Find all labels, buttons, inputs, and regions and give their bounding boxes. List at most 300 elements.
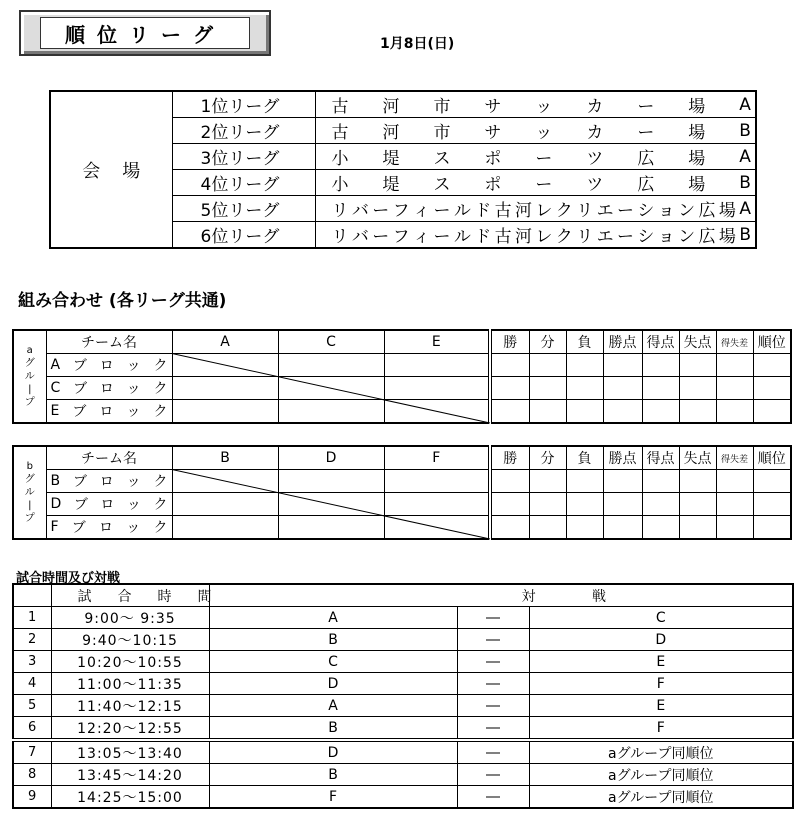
team-name-cell	[46, 377, 172, 400]
result-cell	[384, 493, 490, 516]
stat-cell	[529, 493, 566, 516]
team-name-header: チーム名	[46, 446, 172, 470]
group-label-char: |	[28, 500, 32, 511]
team-name-cell	[46, 400, 172, 424]
league-name: 3位リーグ	[172, 144, 315, 170]
team-row	[13, 377, 791, 400]
venue-char: エ	[596, 201, 614, 221]
match-header-left: 対	[521, 588, 536, 605]
opponent-column-header: A	[172, 330, 278, 354]
venue-char: 広	[637, 175, 655, 195]
venue-char: ン	[678, 227, 696, 247]
team-char: ク	[153, 497, 168, 513]
stat-cell	[529, 470, 566, 493]
team-char: C	[50, 380, 61, 396]
venue-char: 小	[331, 175, 349, 195]
result-cell	[172, 400, 278, 424]
venue-char: ス	[433, 149, 451, 169]
team-name-header: チーム名	[46, 330, 172, 354]
venue-location-cell	[315, 144, 756, 170]
stat-header: 得失差	[716, 446, 753, 470]
team-name	[51, 494, 172, 514]
stat-cell	[642, 493, 679, 516]
venue-char: サ	[484, 123, 502, 143]
result-cell	[172, 354, 278, 377]
stat-cell	[566, 470, 603, 493]
match-home: D	[209, 673, 457, 695]
match-header-inner	[210, 586, 793, 606]
stat-header: 勝	[490, 446, 529, 470]
stat-cell	[603, 516, 642, 540]
stat-cell	[716, 400, 753, 424]
venue-char: 場	[718, 227, 736, 247]
venue-location-cell	[315, 91, 756, 118]
match-number: 7	[13, 740, 51, 764]
venue-char: ョ	[657, 227, 675, 247]
league-name: 5位リーグ	[172, 196, 315, 222]
venue-row	[50, 91, 756, 118]
stat-cell	[679, 400, 716, 424]
venue-char: ッ	[535, 123, 553, 143]
stat-cell	[490, 377, 529, 400]
team-char: ブ	[71, 520, 86, 536]
stat-cell	[490, 400, 529, 424]
stat-cell	[753, 470, 791, 493]
stat-cell	[642, 354, 679, 377]
venue-char: バ	[351, 227, 369, 247]
team-row	[13, 470, 791, 493]
venue-location	[332, 170, 752, 195]
match-number: 8	[13, 764, 51, 786]
match-number: 9	[13, 786, 51, 809]
venue-char: B	[739, 224, 751, 245]
stat-cell	[490, 354, 529, 377]
league-name: 1位リーグ	[172, 91, 315, 118]
stat-cell	[679, 516, 716, 540]
match-away: F	[529, 673, 793, 695]
team-char: ブ	[72, 358, 87, 374]
venue-char: ド	[474, 201, 492, 221]
match-home: A	[209, 607, 457, 629]
team-char: ッ	[126, 381, 141, 397]
team-char: D	[50, 496, 62, 512]
stat-header: 分	[529, 446, 566, 470]
venue-char: 古	[494, 227, 512, 247]
result-cell	[172, 470, 278, 493]
venue-char: ッ	[535, 97, 553, 117]
team-name	[51, 471, 172, 491]
team-char: ク	[153, 358, 168, 374]
venue-char: サ	[484, 97, 502, 117]
match-home: B	[209, 717, 457, 741]
venue-location-cell	[315, 222, 756, 249]
team-name	[51, 378, 172, 398]
match-row	[13, 629, 793, 651]
match-row	[13, 651, 793, 673]
venue-char: ー	[637, 97, 655, 117]
stat-cell	[679, 354, 716, 377]
team-char: ッ	[126, 404, 141, 420]
team-char: ク	[153, 520, 168, 536]
stat-cell	[716, 377, 753, 400]
team-char: B	[50, 473, 61, 489]
group-label	[13, 446, 46, 539]
result-cell	[278, 354, 384, 377]
stat-cell	[566, 354, 603, 377]
league-name: 4位リーグ	[172, 170, 315, 196]
team-char: A	[50, 357, 61, 373]
venue-char: ツ	[586, 149, 604, 169]
stat-cell	[566, 377, 603, 400]
stat-cell	[490, 470, 529, 493]
venue-location	[332, 222, 752, 247]
venue-char: リ	[576, 227, 594, 247]
group-label-char: ル	[24, 371, 35, 382]
team-char: ブ	[72, 404, 87, 420]
stat-cell	[642, 470, 679, 493]
event-date: 1月8日(日)	[380, 36, 455, 52]
venue-char: A	[739, 94, 751, 115]
venue-char: 小	[331, 149, 349, 169]
match-row	[13, 764, 793, 786]
result-cell	[278, 377, 384, 400]
result-cell	[384, 470, 490, 493]
venue-char: ド	[474, 227, 492, 247]
match-home: A	[209, 695, 457, 717]
venue-char: ル	[453, 227, 471, 247]
group-label-char: グ	[24, 474, 35, 485]
venue-location	[332, 196, 752, 221]
schedule-heading: 試合時間及び対戦	[16, 571, 121, 586]
group-label-char: a	[26, 345, 33, 356]
venue-location-cell	[315, 118, 756, 144]
match-row	[13, 673, 793, 695]
stat-header: 勝	[490, 330, 529, 354]
team-char: ク	[153, 474, 168, 490]
venue-location	[332, 144, 752, 169]
stat-cell	[566, 516, 603, 540]
venue-char: 河	[515, 201, 533, 221]
stat-cell	[716, 470, 753, 493]
team-name-cell	[46, 516, 172, 540]
venue-char: ィ	[413, 227, 431, 247]
stat-cell	[490, 493, 529, 516]
opponent-column-header: C	[278, 330, 384, 354]
combination-heading: 組み合わせ (各リーグ共通)	[18, 291, 227, 311]
venue-char: 広	[637, 149, 655, 169]
match-home: F	[209, 786, 457, 809]
group-label-char: ル	[24, 487, 35, 498]
venue-char: ス	[433, 175, 451, 195]
venue-location-cell	[315, 170, 756, 196]
result-cell	[278, 400, 384, 424]
match-time: 11:40〜12:15	[51, 695, 209, 717]
match-home: C	[209, 651, 457, 673]
team-char: ッ	[126, 474, 141, 490]
team-row	[13, 354, 791, 377]
venue-char: 市	[433, 97, 451, 117]
venue-char: ク	[555, 227, 573, 247]
venue-char: A	[739, 198, 751, 219]
venue-char: レ	[535, 201, 553, 221]
group-a-table	[12, 329, 792, 424]
stat-cell	[603, 470, 642, 493]
team-char: E	[50, 403, 60, 419]
team-char: ッ	[126, 497, 141, 513]
team-name-cell	[46, 493, 172, 516]
venue-char: ル	[453, 201, 471, 221]
result-cell	[278, 470, 384, 493]
stat-cell	[716, 516, 753, 540]
team-char: ロ	[99, 404, 114, 420]
group-label-char: グ	[24, 358, 35, 369]
venue-char: ィ	[413, 201, 431, 221]
venue-char: 古	[331, 123, 349, 143]
group-header-row	[13, 330, 791, 354]
group-header-row	[13, 446, 791, 470]
venue-table	[49, 90, 757, 249]
team-char: ブ	[73, 497, 88, 513]
venue-char: エ	[596, 227, 614, 247]
venue-char: ー	[535, 175, 553, 195]
stat-header: 負	[566, 446, 603, 470]
venue-char: 河	[382, 97, 400, 117]
stat-cell	[679, 470, 716, 493]
match-row	[13, 740, 793, 764]
venue-char: ツ	[586, 175, 604, 195]
group-label-char: プ	[24, 513, 35, 524]
venue-char: B	[739, 172, 751, 193]
match-time: 9:00〜 9:35	[51, 607, 209, 629]
team-row	[13, 400, 791, 424]
team-char: ッ	[126, 520, 141, 536]
match-time: 10:20〜10:55	[51, 651, 209, 673]
venue-char: ー	[616, 227, 634, 247]
stat-cell	[753, 377, 791, 400]
stat-header: 失点	[679, 446, 716, 470]
team-char: ロ	[99, 520, 114, 536]
result-cell	[278, 516, 384, 540]
page-title: 順位リーグ	[40, 17, 250, 49]
league-name: 2位リーグ	[172, 118, 315, 144]
match-number: 6	[13, 717, 51, 741]
match-row	[13, 695, 793, 717]
opponent-column-header: E	[384, 330, 490, 354]
match-number: 1	[13, 607, 51, 629]
stat-cell	[566, 400, 603, 424]
venue-location	[332, 92, 752, 117]
stat-cell	[603, 400, 642, 424]
group-label-char: b	[26, 461, 33, 472]
match-number: 4	[13, 673, 51, 695]
venue-location-cell	[315, 196, 756, 222]
match-time: 12:20〜12:55	[51, 717, 209, 741]
venue-char: 堤	[382, 149, 400, 169]
venue-char: 古	[331, 97, 349, 117]
group-label-char: |	[28, 384, 32, 395]
match-home: B	[209, 764, 457, 786]
match-row	[13, 786, 793, 809]
stat-cell	[529, 400, 566, 424]
schedule-table	[12, 583, 794, 809]
match-home: B	[209, 629, 457, 651]
stat-cell	[716, 493, 753, 516]
team-char: ロ	[99, 381, 114, 397]
match-away: D	[529, 629, 793, 651]
stat-cell	[642, 400, 679, 424]
venue-char: フ	[392, 227, 410, 247]
venue-char: 河	[515, 227, 533, 247]
venue-label: 会場	[50, 91, 172, 248]
result-cell	[172, 493, 278, 516]
stat-cell	[753, 493, 791, 516]
stat-header: 勝点	[603, 330, 642, 354]
result-cell	[278, 493, 384, 516]
match-dash: ―	[457, 673, 529, 695]
match-time: 14:25〜15:00	[51, 786, 209, 809]
venue-char: ー	[616, 201, 634, 221]
group-b-table	[12, 445, 792, 540]
team-char: ッ	[126, 358, 141, 374]
match-home: D	[209, 740, 457, 764]
title-box	[19, 10, 271, 56]
match-away: aグループ同順位	[529, 740, 793, 764]
venue-char: ー	[372, 227, 390, 247]
team-name	[51, 517, 172, 537]
match-dash: ―	[457, 717, 529, 741]
match-number: 2	[13, 629, 51, 651]
match-header	[209, 584, 793, 607]
venue-char: リ	[331, 227, 349, 247]
stat-cell	[716, 354, 753, 377]
team-char: ク	[153, 381, 168, 397]
match-row	[13, 607, 793, 629]
venue-char: レ	[535, 227, 553, 247]
stat-header: 順位	[753, 330, 791, 354]
league-name: 6位リーグ	[172, 222, 315, 249]
venue-char: 場	[688, 123, 706, 143]
stat-cell	[642, 516, 679, 540]
match-number: 5	[13, 695, 51, 717]
team-char: ロ	[99, 474, 114, 490]
time-header: 試合時間	[51, 584, 209, 607]
result-cell	[384, 354, 490, 377]
venue-char: 広	[698, 227, 716, 247]
venue-char: リ	[331, 201, 349, 221]
result-cell	[172, 516, 278, 540]
match-number: 3	[13, 651, 51, 673]
result-cell	[384, 516, 490, 540]
venue-char: ポ	[484, 149, 502, 169]
match-time: 13:45〜14:20	[51, 764, 209, 786]
venue-char: ン	[678, 201, 696, 221]
stat-cell	[603, 354, 642, 377]
venue-char: ポ	[484, 175, 502, 195]
venue-char: B	[739, 120, 751, 141]
opponent-column-header: D	[278, 446, 384, 470]
venue-char: 場	[718, 201, 736, 221]
team-char: ロ	[99, 358, 114, 374]
match-time: 13:05〜13:40	[51, 740, 209, 764]
stat-cell	[490, 516, 529, 540]
stat-header: 分	[529, 330, 566, 354]
venue-char: バ	[351, 201, 369, 221]
stat-cell	[753, 400, 791, 424]
venue-char: ー	[433, 227, 451, 247]
venue-char: ョ	[657, 201, 675, 221]
match-dash: ―	[457, 651, 529, 673]
match-dash: ―	[457, 607, 529, 629]
team-name	[51, 401, 172, 421]
group-label	[13, 330, 46, 423]
team-name-cell	[46, 470, 172, 493]
stat-header: 負	[566, 330, 603, 354]
venue-char: 堤	[382, 175, 400, 195]
venue-char: 場	[688, 175, 706, 195]
stat-header: 勝点	[603, 446, 642, 470]
match-away: aグループ同順位	[529, 786, 793, 809]
match-header-right: 戦	[592, 588, 606, 605]
venue-char: ー	[637, 123, 655, 143]
team-char: ク	[153, 404, 168, 420]
venue-char: 広	[698, 201, 716, 221]
venue-char: カ	[586, 123, 604, 143]
team-row	[13, 493, 791, 516]
venue-char: シ	[637, 227, 655, 247]
team-char: F	[50, 519, 59, 535]
match-away: F	[529, 717, 793, 741]
stat-cell	[679, 377, 716, 400]
match-row	[13, 717, 793, 741]
stat-header: 順位	[753, 446, 791, 470]
team-char: ブ	[73, 381, 88, 397]
venue-char: ー	[372, 201, 390, 221]
venue-char: 場	[688, 149, 706, 169]
team-char: ロ	[100, 497, 115, 513]
match-away: aグループ同順位	[529, 764, 793, 786]
match-dash: ―	[457, 695, 529, 717]
result-cell	[172, 377, 278, 400]
opponent-column-header: F	[384, 446, 490, 470]
stat-cell	[529, 377, 566, 400]
stat-cell	[679, 493, 716, 516]
venue-char: フ	[392, 201, 410, 221]
match-dash: ―	[457, 786, 529, 809]
match-time: 9:40〜10:15	[51, 629, 209, 651]
venue-char: A	[739, 146, 751, 167]
venue-char: 場	[688, 97, 706, 117]
no-header	[13, 584, 51, 607]
stat-header: 得失差	[716, 330, 753, 354]
venue-char: 河	[382, 123, 400, 143]
venue-char: ー	[433, 201, 451, 221]
team-char: ブ	[72, 474, 87, 490]
stat-cell	[753, 516, 791, 540]
stat-header: 得点	[642, 446, 679, 470]
venue-char: 古	[494, 201, 512, 221]
stat-header: 失点	[679, 330, 716, 354]
schedule-header-row	[13, 584, 793, 607]
group-label-char: プ	[24, 397, 35, 408]
result-cell	[384, 377, 490, 400]
match-away: E	[529, 651, 793, 673]
stat-cell	[529, 516, 566, 540]
stat-cell	[566, 493, 603, 516]
stat-cell	[603, 377, 642, 400]
venue-char: リ	[576, 201, 594, 221]
venue-char: シ	[637, 201, 655, 221]
match-dash: ―	[457, 629, 529, 651]
